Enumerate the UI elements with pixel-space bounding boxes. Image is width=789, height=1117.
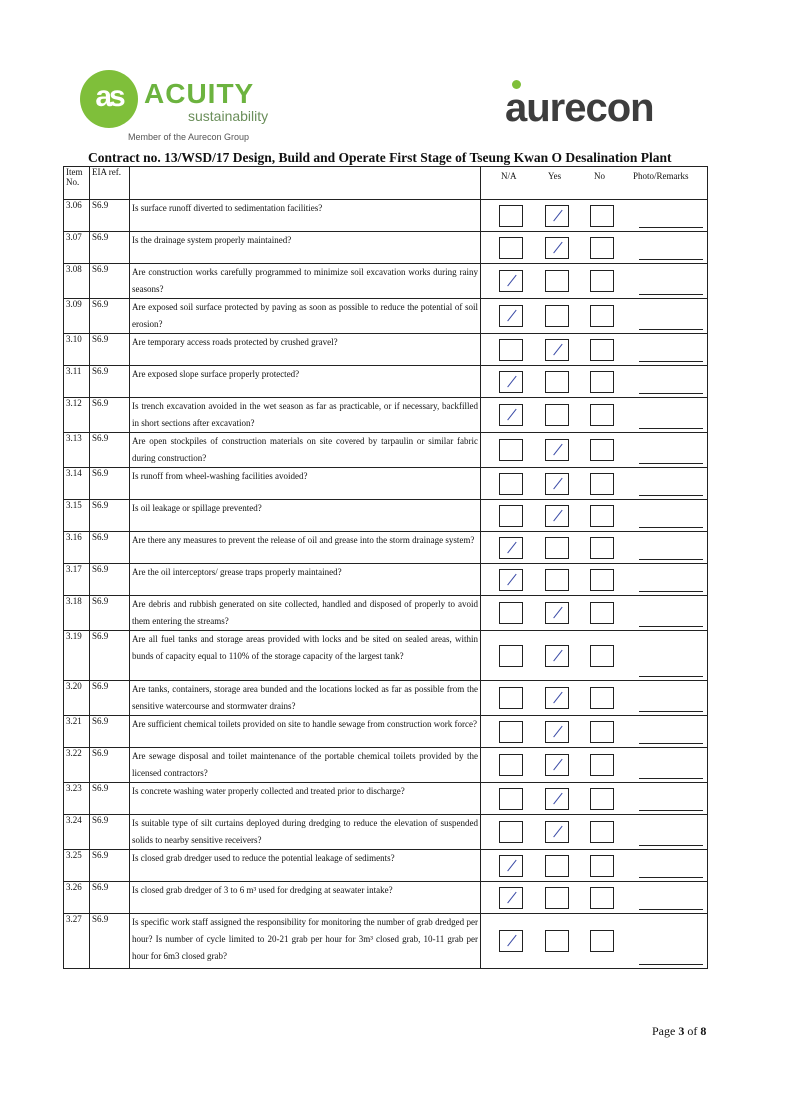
checkbox-na[interactable] bbox=[499, 205, 523, 227]
remarks-line[interactable] bbox=[639, 559, 703, 560]
checkbox-na[interactable] bbox=[499, 602, 523, 624]
eia-reference: S6.9 bbox=[90, 366, 130, 398]
question-text: Is trench excavation avoided in the wet season as far as practicable, or if necessary, backfilled in short sections after excavation? bbox=[130, 398, 481, 433]
header-item-no: Item No. bbox=[64, 167, 90, 200]
eia-reference: S6.9 bbox=[90, 716, 130, 748]
header-question bbox=[130, 167, 481, 200]
item-number: 3.07 bbox=[64, 232, 90, 264]
remarks-line[interactable] bbox=[639, 909, 703, 910]
checkbox-yes[interactable] bbox=[545, 887, 569, 909]
checkbox-yes[interactable] bbox=[545, 473, 569, 495]
eia-reference: S6.9 bbox=[90, 200, 130, 232]
checkbox-yes[interactable] bbox=[545, 754, 569, 776]
eia-reference: S6.9 bbox=[90, 596, 130, 631]
check-cell bbox=[481, 334, 708, 366]
check-cell bbox=[481, 748, 708, 783]
eia-reference: S6.9 bbox=[90, 882, 130, 914]
item-number: 3.19 bbox=[64, 631, 90, 681]
checkbox-no[interactable] bbox=[590, 439, 614, 461]
checkbox-no[interactable] bbox=[590, 473, 614, 495]
checkbox-no[interactable] bbox=[590, 721, 614, 743]
checkbox-na[interactable] bbox=[499, 930, 523, 952]
checkbox-yes[interactable] bbox=[545, 645, 569, 667]
remarks-line[interactable] bbox=[639, 527, 703, 528]
remarks-line[interactable] bbox=[639, 259, 703, 260]
check-cell bbox=[481, 564, 708, 596]
check-cell bbox=[481, 433, 708, 468]
remarks-line[interactable] bbox=[639, 393, 703, 394]
question-text: Is suitable type of silt curtains deployed during dredging to reduce the elevation of suspended solids to nearby sensitive receivers? bbox=[130, 815, 481, 850]
check-cell bbox=[481, 631, 708, 681]
checkbox-na[interactable] bbox=[499, 855, 523, 877]
checkbox-na[interactable] bbox=[499, 645, 523, 667]
table-row bbox=[64, 200, 708, 232]
eia-reference: S6.9 bbox=[90, 264, 130, 299]
item-number: 3.20 bbox=[64, 681, 90, 716]
question-text: Is the drainage system properly maintained? bbox=[130, 232, 481, 264]
eia-reference: S6.9 bbox=[90, 783, 130, 815]
eia-reference: S6.9 bbox=[90, 468, 130, 500]
item-number: 3.27 bbox=[64, 914, 90, 969]
item-number: 3.06 bbox=[64, 200, 90, 232]
eia-reference: S6.9 bbox=[90, 500, 130, 532]
checkbox-yes[interactable] bbox=[545, 205, 569, 227]
checkbox-yes[interactable] bbox=[545, 687, 569, 709]
table-header-row bbox=[64, 167, 708, 200]
checkbox-no[interactable] bbox=[590, 602, 614, 624]
checkbox-na[interactable] bbox=[499, 505, 523, 527]
header-no: No bbox=[594, 171, 605, 181]
checkbox-no[interactable] bbox=[590, 855, 614, 877]
table-row bbox=[64, 232, 708, 264]
acuity-name: ACUITY bbox=[144, 78, 255, 109]
question-text: Are construction works carefully programmed to minimize soil excavation works during rainy seasons? bbox=[130, 264, 481, 299]
question-text: Are exposed slope surface properly protected? bbox=[130, 366, 481, 398]
remarks-line[interactable] bbox=[639, 227, 703, 228]
acuity-logo bbox=[80, 70, 280, 145]
table-row bbox=[64, 815, 708, 850]
remarks-line[interactable] bbox=[639, 463, 703, 464]
remarks-line[interactable] bbox=[639, 676, 703, 677]
check-cell bbox=[481, 783, 708, 815]
checkbox-yes[interactable] bbox=[545, 602, 569, 624]
item-number: 3.18 bbox=[64, 596, 90, 631]
checkbox-no[interactable] bbox=[590, 788, 614, 810]
table-row bbox=[64, 882, 708, 914]
item-number: 3.16 bbox=[64, 532, 90, 564]
page-total: 8 bbox=[700, 1024, 707, 1038]
checkbox-no[interactable] bbox=[590, 687, 614, 709]
item-number: 3.09 bbox=[64, 299, 90, 334]
page-of: of bbox=[687, 1024, 698, 1038]
header-eia-ref: EIA ref. bbox=[90, 167, 130, 200]
checkbox-no[interactable] bbox=[590, 887, 614, 909]
checkbox-yes[interactable] bbox=[545, 537, 569, 559]
eia-reference: S6.9 bbox=[90, 532, 130, 564]
checkbox-yes[interactable] bbox=[545, 569, 569, 591]
contract-title: Contract no. 13/WSD/17 Design, Build and Operate First Stage of Tseung Kwan O Desalination Plant bbox=[88, 150, 672, 165]
checklist-table bbox=[63, 166, 708, 969]
eia-reference: S6.9 bbox=[90, 914, 130, 969]
question-text: Are the oil interceptors/ grease traps properly maintained? bbox=[130, 564, 481, 596]
item-number: 3.12 bbox=[64, 398, 90, 433]
checkbox-na[interactable] bbox=[499, 887, 523, 909]
question-text: Are exposed soil surface protected by paving as soon as possible to reduce the potential of soil erosion? bbox=[130, 299, 481, 334]
page-number bbox=[652, 1024, 706, 1039]
acuity-member-text: Member of the Aurecon Group bbox=[128, 132, 250, 142]
check-cell bbox=[481, 815, 708, 850]
header-check-columns bbox=[481, 167, 708, 200]
checkbox-na[interactable] bbox=[499, 821, 523, 843]
question-text: Are sufficient chemical toilets provided on site to handle sewage from construction work force? bbox=[130, 716, 481, 748]
table-row bbox=[64, 681, 708, 716]
checkbox-yes[interactable] bbox=[545, 371, 569, 393]
question-text: Are sewage disposal and toilet maintenance of the portable chemical toilets provided by the licensed contractors? bbox=[130, 748, 481, 783]
remarks-line[interactable] bbox=[639, 361, 703, 362]
remarks-line[interactable] bbox=[639, 626, 703, 627]
question-text: Are temporary access roads protected by crushed gravel? bbox=[130, 334, 481, 366]
table-row bbox=[64, 500, 708, 532]
item-number: 3.13 bbox=[64, 433, 90, 468]
table-row bbox=[64, 334, 708, 366]
checkbox-na[interactable] bbox=[499, 721, 523, 743]
checkbox-yes[interactable] bbox=[545, 404, 569, 426]
eia-reference: S6.9 bbox=[90, 748, 130, 783]
checkbox-no[interactable] bbox=[590, 305, 614, 327]
checkbox-no[interactable] bbox=[590, 205, 614, 227]
checkbox-na[interactable] bbox=[499, 439, 523, 461]
table-row bbox=[64, 366, 708, 398]
checkbox-na[interactable] bbox=[499, 687, 523, 709]
table-row bbox=[64, 850, 708, 882]
checkbox-no[interactable] bbox=[590, 930, 614, 952]
checkbox-no[interactable] bbox=[590, 821, 614, 843]
table-row bbox=[64, 433, 708, 468]
checkbox-no[interactable] bbox=[590, 537, 614, 559]
item-number: 3.11 bbox=[64, 366, 90, 398]
check-cell bbox=[481, 500, 708, 532]
acuity-logo-icon: as bbox=[80, 70, 138, 128]
checkbox-yes[interactable] bbox=[545, 788, 569, 810]
checkbox-na[interactable] bbox=[499, 754, 523, 776]
header-yes: Yes bbox=[548, 171, 562, 181]
item-number: 3.25 bbox=[64, 850, 90, 882]
question-text: Are tanks, containers, storage area bunded and the locations locked as far as possible from the sensitive watercourse and stormwater drains? bbox=[130, 681, 481, 716]
checkbox-no[interactable] bbox=[590, 339, 614, 361]
checkbox-yes[interactable] bbox=[545, 270, 569, 292]
checkbox-no[interactable] bbox=[590, 404, 614, 426]
checkbox-na[interactable] bbox=[499, 404, 523, 426]
checkbox-no[interactable] bbox=[590, 754, 614, 776]
table-row bbox=[64, 299, 708, 334]
remarks-line[interactable] bbox=[639, 743, 703, 744]
question-text: Is oil leakage or spillage prevented? bbox=[130, 500, 481, 532]
item-number: 3.23 bbox=[64, 783, 90, 815]
remarks-line[interactable] bbox=[639, 778, 703, 779]
eia-reference: S6.9 bbox=[90, 815, 130, 850]
checkbox-no[interactable] bbox=[590, 371, 614, 393]
check-cell bbox=[481, 532, 708, 564]
item-number: 3.24 bbox=[64, 815, 90, 850]
checkbox-na[interactable] bbox=[499, 569, 523, 591]
item-number: 3.15 bbox=[64, 500, 90, 532]
remarks-line[interactable] bbox=[639, 294, 703, 295]
question-text: Is closed grab dredger used to reduce the potential leakage of sediments? bbox=[130, 850, 481, 882]
remarks-line[interactable] bbox=[639, 964, 703, 965]
checkbox-no[interactable] bbox=[590, 645, 614, 667]
checkbox-na[interactable] bbox=[499, 371, 523, 393]
check-cell bbox=[481, 366, 708, 398]
checkbox-yes[interactable] bbox=[545, 930, 569, 952]
aurecon-logo: aurecon bbox=[505, 86, 654, 130]
checkbox-no[interactable] bbox=[590, 270, 614, 292]
checkbox-yes[interactable] bbox=[545, 721, 569, 743]
checkbox-na[interactable] bbox=[499, 305, 523, 327]
eia-reference: S6.9 bbox=[90, 433, 130, 468]
question-text: Is surface runoff diverted to sedimentation facilities? bbox=[130, 200, 481, 232]
check-cell bbox=[481, 299, 708, 334]
checkbox-na[interactable] bbox=[499, 270, 523, 292]
checkbox-yes[interactable] bbox=[545, 237, 569, 259]
checkbox-no[interactable] bbox=[590, 505, 614, 527]
item-number: 3.10 bbox=[64, 334, 90, 366]
checkbox-na[interactable] bbox=[499, 473, 523, 495]
eia-reference: S6.9 bbox=[90, 681, 130, 716]
table-row bbox=[64, 748, 708, 783]
item-number: 3.26 bbox=[64, 882, 90, 914]
question-text: Is specific work staff assigned the responsibility for monitoring the number of grab dredged per hour? Is number of cycle limited to 20-21 grab per hour for 3m³ closed grab, 10-11 grab per hour for 6m3 closed grab? bbox=[130, 914, 481, 969]
check-cell bbox=[481, 716, 708, 748]
table-row bbox=[64, 914, 708, 969]
checkbox-no[interactable] bbox=[590, 237, 614, 259]
checkbox-yes[interactable] bbox=[545, 821, 569, 843]
item-number: 3.08 bbox=[64, 264, 90, 299]
checkbox-na[interactable] bbox=[499, 537, 523, 559]
question-text: Are debris and rubbish generated on site collected, handled and disposed of properly to avoid them entering the streams? bbox=[130, 596, 481, 631]
checkbox-na[interactable] bbox=[499, 339, 523, 361]
eia-reference: S6.9 bbox=[90, 631, 130, 681]
checkbox-yes[interactable] bbox=[545, 339, 569, 361]
eia-reference: S6.9 bbox=[90, 398, 130, 433]
check-cell bbox=[481, 232, 708, 264]
item-number: 3.17 bbox=[64, 564, 90, 596]
question-text: Are there any measures to prevent the release of oil and grease into the storm drainage system? bbox=[130, 532, 481, 564]
question-text: Are all fuel tanks and storage areas provided with locks and be sited on sealed areas, within bunds of capacity equal to 110% of the storage capacity of the largest tank? bbox=[130, 631, 481, 681]
check-cell bbox=[481, 398, 708, 433]
check-cell bbox=[481, 264, 708, 299]
checkbox-no[interactable] bbox=[590, 569, 614, 591]
check-cell bbox=[481, 681, 708, 716]
check-cell bbox=[481, 850, 708, 882]
page-label: Page bbox=[652, 1024, 676, 1038]
remarks-line[interactable] bbox=[639, 428, 703, 429]
question-text: Is runoff from wheel-washing facilities avoided? bbox=[130, 468, 481, 500]
checkbox-yes[interactable] bbox=[545, 439, 569, 461]
table-row bbox=[64, 716, 708, 748]
eia-reference: S6.9 bbox=[90, 850, 130, 882]
item-number: 3.14 bbox=[64, 468, 90, 500]
eia-reference: S6.9 bbox=[90, 334, 130, 366]
header-remarks: Photo/Remarks bbox=[633, 171, 689, 181]
table-row bbox=[64, 468, 708, 500]
page-current: 3 bbox=[678, 1024, 685, 1038]
checkbox-yes[interactable] bbox=[545, 505, 569, 527]
table-row bbox=[64, 398, 708, 433]
check-cell bbox=[481, 596, 708, 631]
question-text: Is concrete washing water properly collected and treated prior to discharge? bbox=[130, 783, 481, 815]
eia-reference: S6.9 bbox=[90, 564, 130, 596]
remarks-line[interactable] bbox=[639, 711, 703, 712]
item-number: 3.22 bbox=[64, 748, 90, 783]
checkbox-na[interactable] bbox=[499, 788, 523, 810]
item-number: 3.21 bbox=[64, 716, 90, 748]
check-cell bbox=[481, 468, 708, 500]
table-row bbox=[64, 596, 708, 631]
checkbox-yes[interactable] bbox=[545, 305, 569, 327]
table-row bbox=[64, 264, 708, 299]
table-row bbox=[64, 631, 708, 681]
remarks-line[interactable] bbox=[639, 495, 703, 496]
eia-reference: S6.9 bbox=[90, 299, 130, 334]
header-na: N/A bbox=[501, 171, 517, 181]
checkbox-na[interactable] bbox=[499, 237, 523, 259]
checkbox-yes[interactable] bbox=[545, 855, 569, 877]
check-cell bbox=[481, 200, 708, 232]
check-cell bbox=[481, 882, 708, 914]
remarks-line[interactable] bbox=[639, 845, 703, 846]
remarks-line[interactable] bbox=[639, 591, 703, 592]
table-row bbox=[64, 564, 708, 596]
acuity-subtitle: sustainability bbox=[188, 108, 269, 124]
remarks-line[interactable] bbox=[639, 810, 703, 811]
eia-reference: S6.9 bbox=[90, 232, 130, 264]
check-cell bbox=[481, 914, 708, 969]
question-text: Are open stockpiles of construction materials on site covered by tarpaulin or similar fabric during construction? bbox=[130, 433, 481, 468]
question-text: Is closed grab dredger of 3 to 6 m³ used for dredging at seawater intake? bbox=[130, 882, 481, 914]
remarks-line[interactable] bbox=[639, 329, 703, 330]
remarks-line[interactable] bbox=[639, 877, 703, 878]
table-row bbox=[64, 532, 708, 564]
table-row bbox=[64, 783, 708, 815]
